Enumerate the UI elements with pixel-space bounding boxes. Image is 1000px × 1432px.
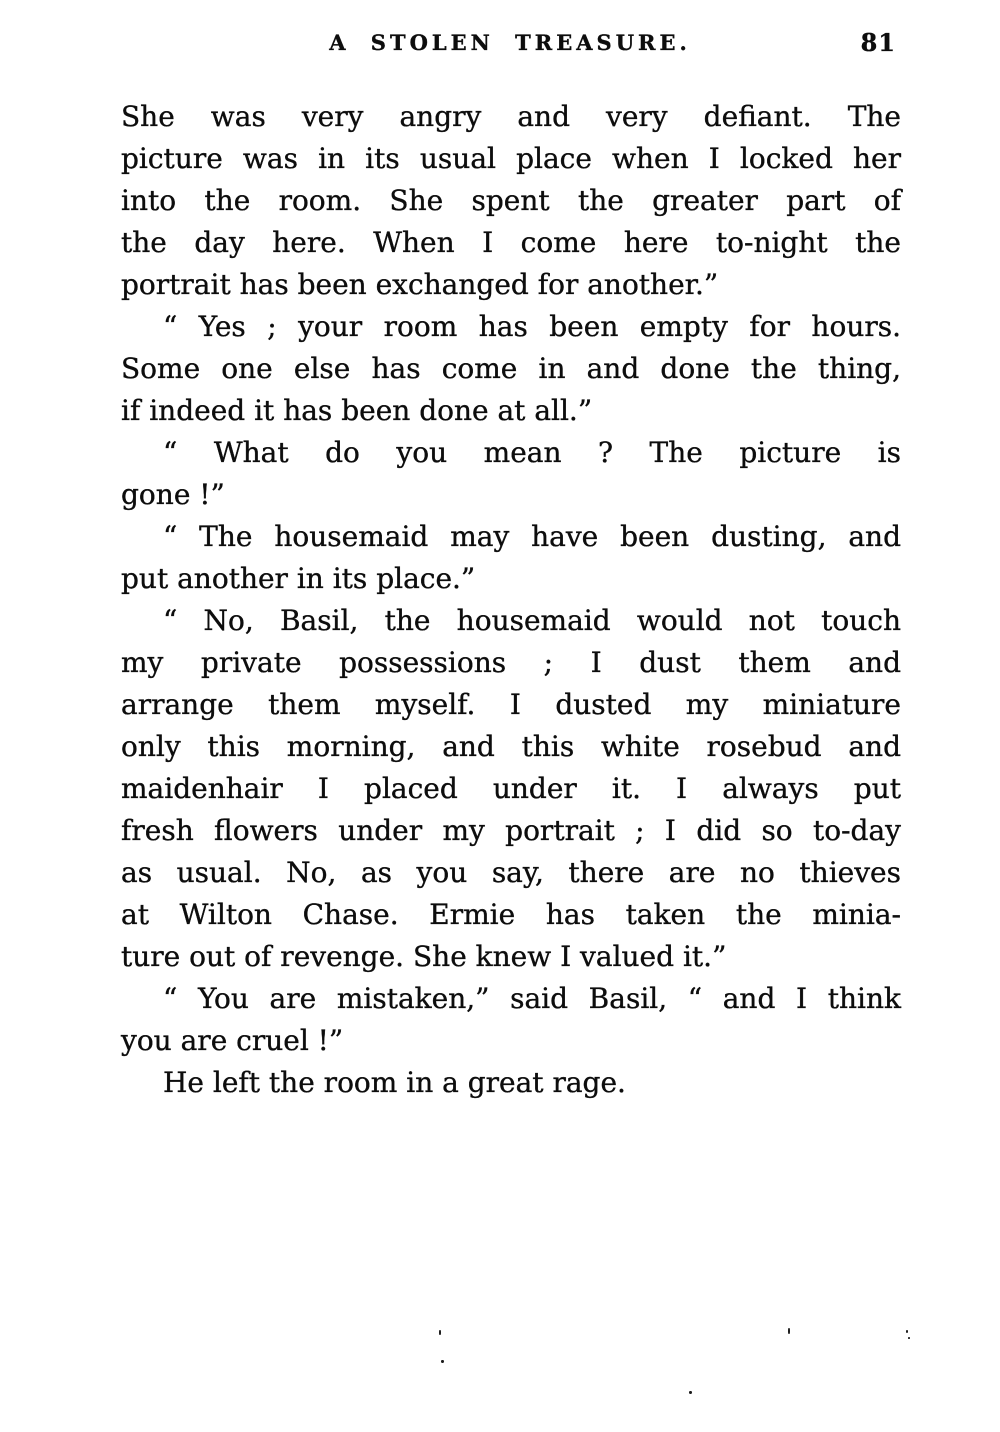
text-line: “ What do you mean ? The picture is	[163, 436, 901, 469]
text-line: the day here. When I come here to-night the	[121, 226, 901, 259]
paragraph	[121, 306, 901, 432]
text-line: arrange them myself. I dusted my miniature	[121, 688, 901, 721]
text-line: at Wilton Chase. Ermie has taken the minia-	[121, 898, 901, 931]
paragraph	[121, 978, 901, 1062]
paragraph	[121, 516, 901, 600]
text-line: “ You are mistaken,” said Basil, “ and I think	[163, 982, 901, 1015]
text-line: put another in its place.”	[121, 562, 476, 595]
paragraph	[121, 600, 901, 978]
text-line: “ Yes ; your room has been empty for hours.	[163, 310, 901, 343]
text-line: fresh flowers under my portrait ; I did so to-day	[121, 814, 901, 847]
text-line: if indeed it has been done at all.”	[121, 394, 593, 427]
scan-speck	[689, 1391, 692, 1394]
text-line: Some one else has come in and done the thing,	[121, 352, 901, 385]
paragraph	[121, 96, 901, 306]
page-body	[121, 96, 901, 1104]
text-line: portrait has been exchanged for another.”	[121, 268, 719, 301]
text-line: as usual. No, as you say, there are no thieves	[121, 856, 901, 889]
text-line: “ The housemaid may have been dusting, and	[163, 520, 901, 553]
text-line: She was very angry and very defiant. The	[121, 100, 901, 133]
text-line: my private possessions ; I dust them and	[121, 646, 901, 679]
paragraph	[121, 432, 901, 516]
text-line: He left the room in a great rage.	[163, 1066, 626, 1099]
running-head: A STOLEN TREASURE.	[329, 30, 691, 55]
scan-speck	[441, 1360, 444, 1363]
text-line: picture was in its usual place when I locked her	[121, 142, 901, 175]
scan-speck	[439, 1330, 441, 1335]
text-line: maidenhair I placed under it. I always put	[121, 772, 901, 805]
scan-speck	[788, 1328, 790, 1334]
text-line: you are cruel !”	[121, 1024, 344, 1057]
scan-speck	[908, 1337, 910, 1339]
page-header	[120, 30, 900, 64]
text-line: into the room. She spent the greater part of	[121, 184, 901, 217]
text-line: only this morning, and this white rosebud and	[121, 730, 901, 763]
page-number: 81	[860, 28, 896, 57]
text-line: ture out of revenge. She knew I valued it.”	[121, 940, 727, 973]
paragraph	[121, 1062, 901, 1104]
scan-speck	[906, 1330, 908, 1333]
text-line: “ No, Basil, the housemaid would not touch	[163, 604, 901, 637]
text-line: gone !”	[121, 478, 225, 511]
